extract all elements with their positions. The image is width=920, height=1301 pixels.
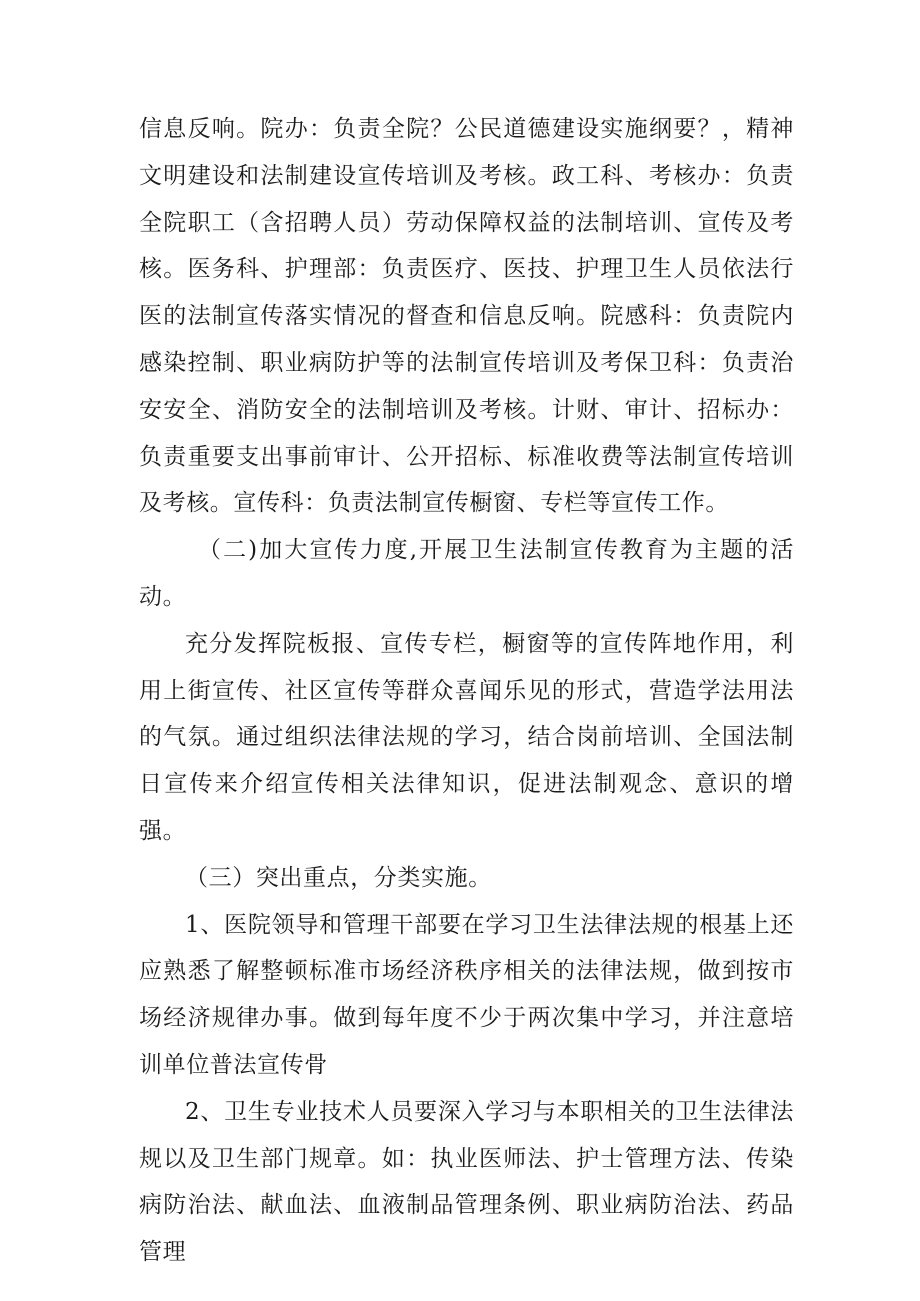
- paragraph-responsibilities: 信息反响。院办：负责全院？公民道德建设实施纲要？，精神文明建设和法制建设宣传培训及考核。政工科、考核办：负责全院职工（含招聘人员）劳动保障权益的法制培训、宣传及考核。医务科、护理部：负责医疗、医技、护理卫生人员依法行医的法制宣传落实情况的督查和信息反响。院感科：负责院内感染控制、职业病防护等的法制宣传培训及考保卫科：负责治安安全、消防安全的法制培训及考核。计财、审计、招标办：负责重要支出事前审计、公开招标、标准收费等法制宣传培训及考核。宣传科：负责法制宣传橱窗、专栏等宣传工作。: [139, 116, 794, 517]
- paragraph-item-two: 2、卫生专业技术人员要深入学习与本职相关的卫生法律法规以及卫生部门规章。如：执业医师法、护士管理方法、传染病防治法、献血法、血液制品管理条例、职业病防治法、药品管理: [139, 1098, 794, 1266]
- paragraph-publicity: 充分发挥院板报、宣传专栏，橱窗等的宣传阵地作用，利用上街宣传、社区宣传等群众喜闻乐见的形式，营造学法用法的气氛。通过组织法律法规的学习，结合岗前培训、全国法制日宣传来介绍宣传相关法律知识，促进法制观念、意识的增强。: [139, 630, 794, 844]
- section-heading-two: （二)加大宣传力度,开展卫生法制宣传教育为主题的活动。: [139, 537, 794, 610]
- section-heading-three: （三）突出重点，分类实施。: [185, 864, 492, 891]
- document-body: [139, 106, 794, 1276]
- paragraph-item-one: 1、医院领导和管理干部要在学习卫生法律法规的根基上还应熟悉了解整顿标准市场经济秩序相关的法律法规，做到按市场经济规律办事。做到每年度不少于两次集中学习，并注意培训单位普法宣传骨: [139, 911, 794, 1078]
